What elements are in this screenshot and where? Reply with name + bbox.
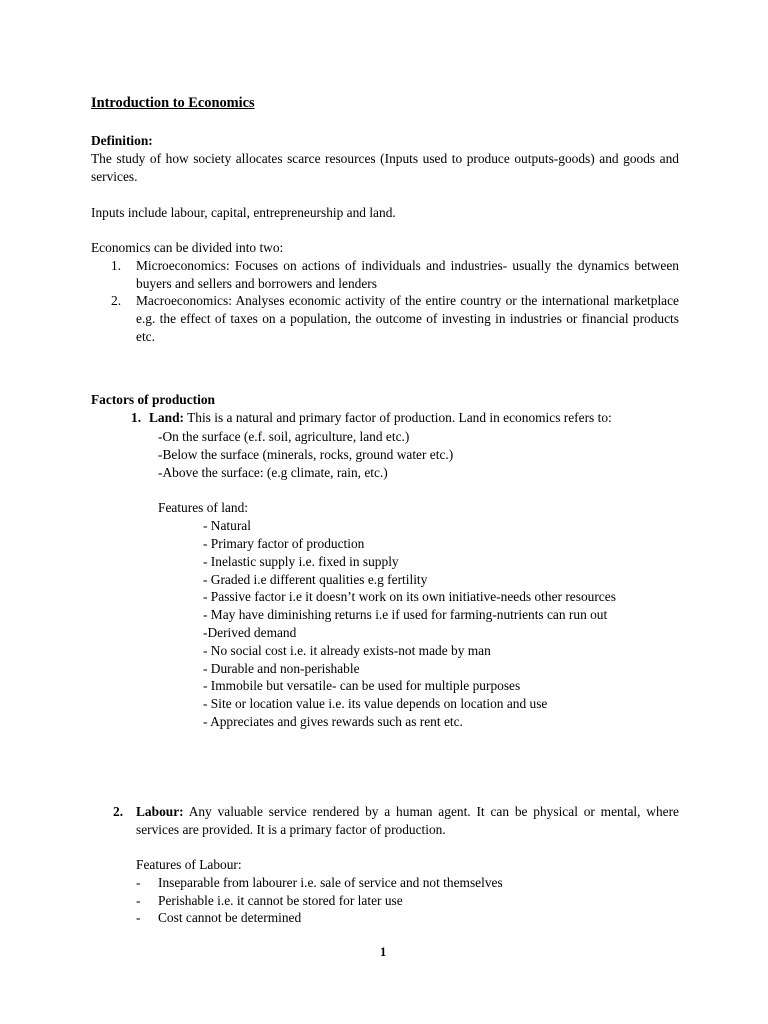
list-item: - No social cost i.e. it already exists-not made by man — [203, 643, 491, 658]
list-item: - Natural — [203, 518, 251, 533]
list-item: - Site or location value i.e. its value depends on location and use — [203, 696, 548, 711]
list-item-dash: - — [136, 893, 141, 908]
list-item-number: 2. — [111, 293, 122, 308]
labour-definition — [136, 803, 679, 839]
list-item: Cost cannot be determined — [158, 910, 302, 925]
list-item: - Appreciates and gives rewards such as rent etc. — [203, 714, 463, 729]
labour-number: 2. — [113, 804, 124, 819]
list-item: - Durable and non-perishable — [203, 661, 360, 676]
list-item: -Derived demand — [203, 625, 297, 640]
definition-text: The study of how society allocates scarce resources (Inputs used to produce outputs-goods) and goods and services. — [91, 151, 679, 184]
land-features-heading: Features of land: — [158, 500, 248, 515]
land-number: 1. — [131, 410, 142, 425]
page-title: Introduction to Economics — [91, 95, 255, 111]
list-item: - Passive factor i.e it doesn’t work on its own initiative-needs other resources — [203, 589, 616, 604]
labour-term: Labour: — [136, 804, 184, 819]
list-item-number: 1. — [111, 258, 122, 273]
inputs-text: Inputs include labour, capital, entrepreneurship and land. — [91, 205, 396, 220]
list-item-dash: - — [136, 910, 141, 925]
list-item: - Primary factor of production — [203, 536, 365, 551]
factors-heading: Factors of production — [91, 392, 215, 407]
land-definition — [149, 409, 612, 427]
list-item: Inseparable from labourer i.e. sale of service and not themselves — [158, 875, 503, 890]
land-refers-item: -On the surface (e.f. soil, agriculture, land etc.) — [158, 429, 410, 444]
land-term: Land: — [149, 410, 184, 425]
list-item: - Inelastic supply i.e. fixed in supply — [203, 554, 399, 569]
page-number: 1 — [380, 945, 387, 959]
list-item-dash: - — [136, 875, 141, 890]
list-item: Perishable i.e. it cannot be stored for later use — [158, 893, 403, 908]
definition-heading: Definition: — [91, 133, 153, 148]
list-item-microeconomics: Microeconomics: Focuses on actions of individuals and industries- usually the dynamics between buyers and sellers and borrowers and lenders — [136, 258, 679, 291]
land-refers-item: -Below the surface (minerals, rocks, ground water etc.) — [158, 447, 454, 462]
labour-features-heading: Features of Labour: — [136, 857, 242, 872]
labour-text: Any valuable service rendered by a human agent. It can be physical or mental, where services are provided. It is a primary factor of production. — [136, 804, 679, 837]
list-item-macroeconomics: Macroeconomics: Analyses economic activity of the entire country or the international marketplace e.g. the effect of taxes on a population, the outcome of investing in industries or financial products etc. — [136, 293, 679, 344]
land-refers-item: -Above the surface: (e.g climate, rain, etc.) — [158, 465, 388, 480]
list-item: - Graded i.e different qualities e.g fertility — [203, 572, 428, 587]
list-item: - May have diminishing returns i.e if used for farming-nutrients can run out — [203, 607, 608, 622]
list-item: - Immobile but versatile- can be used for multiple purposes — [203, 678, 521, 693]
divisions-intro: Economics can be divided into two: — [91, 240, 284, 255]
land-text: This is a natural and primary factor of production. Land in economics refers to: — [183, 410, 612, 425]
